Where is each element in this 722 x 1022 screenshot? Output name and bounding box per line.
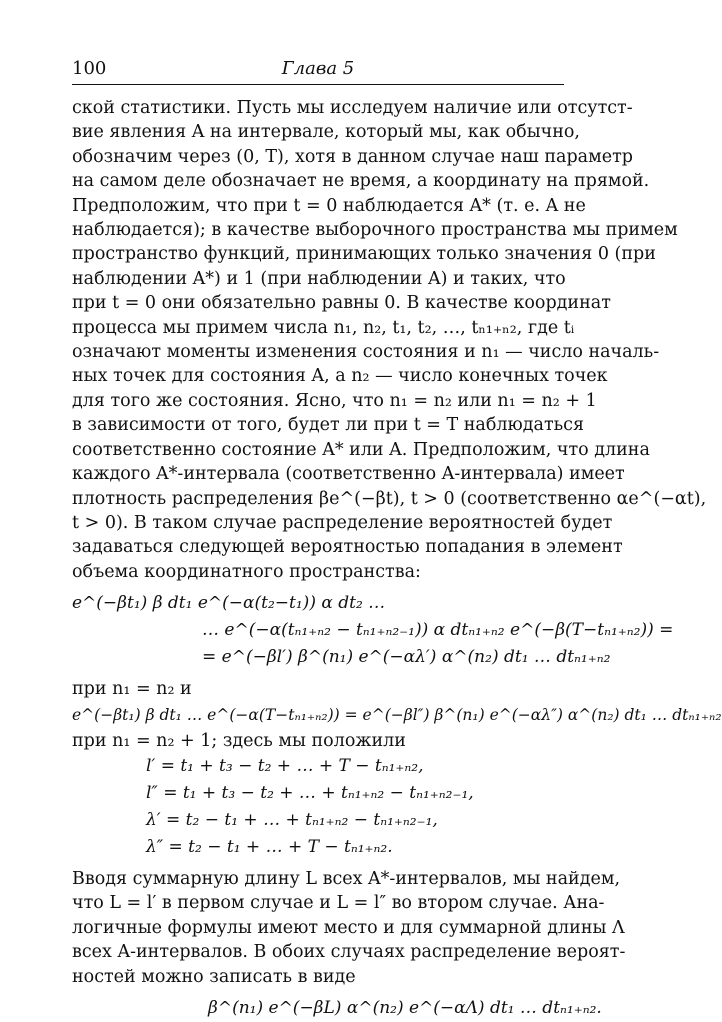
text-line: что L = l′ в первом случае и L = l″ во втором случае. Ана- <box>72 893 605 914</box>
text-line: всех A-интервалов. В обоих случаях распределение вероят- <box>72 942 626 963</box>
text-line: при t = 0 они обязательно равны 0. В качестве координат <box>72 293 611 314</box>
text-line: в зависимости от того, будет ли при t = T наблюдаться <box>72 415 585 436</box>
equation-final: β^(n₁) e^(−βL) α^(n₂) e^(−αΛ) dt₁ … dtₙ₁₊ₙ₂. <box>208 997 602 1018</box>
text-line: обозначим через (0, T), хотя в данном случае наш параметр <box>72 146 633 167</box>
chapter-title: Глава 5 <box>281 58 355 79</box>
definition-line: l′ = t₁ + t₃ − t₂ + … + T − tₙ₁₊ₙ₂, <box>146 755 424 776</box>
page-body <box>72 96 722 1022</box>
text-line: Вводя суммарную длину L всех A*-интервалов, мы найдем, <box>72 868 621 889</box>
equation-line: … e^(−α(tₙ₁₊ₙ₂ − tₙ₁₊ₙ₂₋₁)) α dtₙ₁₊ₙ₂ e^(−β(T−tₙ₁₊ₙ₂)) = <box>202 620 674 641</box>
equation-line: = e^(−βl′) β^(n₁) e^(−αλ′) α^(n₂) dt₁ … dtₙ₁₊ₙ₂ <box>202 647 611 668</box>
definition-line: λ′ = t₂ − t₁ + … + tₙ₁₊ₙ₂ − tₙ₁₊ₙ₂₋₁, <box>146 809 438 830</box>
running-header <box>72 58 564 82</box>
text-line: наблюдается); в качестве выборочного пространства мы примем <box>72 220 678 241</box>
text-line: наблюдении A*) и 1 (при наблюдении A) и таких, что <box>72 268 566 289</box>
text-line: пространство функций, принимающих только значения 0 (при <box>72 244 656 265</box>
text-line: плотность распределения βe^(−βt), t > 0 (соответственно αe^(−αt), <box>72 488 707 509</box>
text-line: t > 0). В таком случае распределение вероятностей будет <box>72 512 613 533</box>
header-rule <box>72 84 564 85</box>
text-line: вие явления A на интервале, который мы, как обычно, <box>72 122 580 143</box>
text-line: Предположим, что при t = 0 наблюдается A* (т. е. A не <box>72 195 586 216</box>
text-line: ской статистики. Пусть мы исследуем наличие или отсутст- <box>72 98 633 118</box>
text-line: для того же состояния. Ясно, что n₁ = n₂ или n₁ = n₂ + 1 <box>72 390 597 411</box>
equation-line: e^(−βt₁) β dt₁ … e^(−α(T−tₙ₁₊ₙ₂)) = e^(−βl″) β^(n₁) e^(−αλ″) α^(n₂) dt₁ … dtₙ₁₊ₙ₂ <box>72 705 722 724</box>
condition-text: при n₁ = n₂ и <box>72 679 192 700</box>
text-line: ностей можно записать в виде <box>72 966 356 987</box>
definition-line: λ″ = t₂ − t₁ + … + T − tₙ₁₊ₙ₂. <box>146 836 393 857</box>
text-line: на самом деле обозначает не время, а координату на прямой. <box>72 171 650 192</box>
text-line: процесса мы примем числа n₁, n₂, t₁, t₂, …, tₙ₁₊ₙ₂, где tᵢ <box>72 317 575 338</box>
equation-line: e^(−βt₁) β dt₁ e^(−α(t₂−t₁)) α dt₂ … <box>72 593 386 614</box>
condition-text: при n₁ = n₂ + 1; здесь мы положили <box>72 730 406 751</box>
text-line: означают моменты изменения состояния и n₁ — число началь- <box>72 342 660 363</box>
text-line: логичные формулы имеют место и для суммарной длины Λ <box>72 917 625 938</box>
text-line: каждого A*-интервала (соответственно A-интервала) имеет <box>72 464 625 485</box>
text-line: задаваться следующей вероятностью попадания в элемент <box>72 537 623 558</box>
definition-line: l″ = t₁ + t₃ − t₂ + … + tₙ₁₊ₙ₂ − tₙ₁₊ₙ₂₋₁, <box>146 782 474 803</box>
text-line: ных точек для состояния A, а n₂ — число конечных точек <box>72 366 608 387</box>
text-line: объема координатного пространства: <box>72 561 421 582</box>
page-number: 100 <box>72 58 107 79</box>
text-line: соответственно состояние A* или A. Предположим, что длина <box>72 439 650 460</box>
